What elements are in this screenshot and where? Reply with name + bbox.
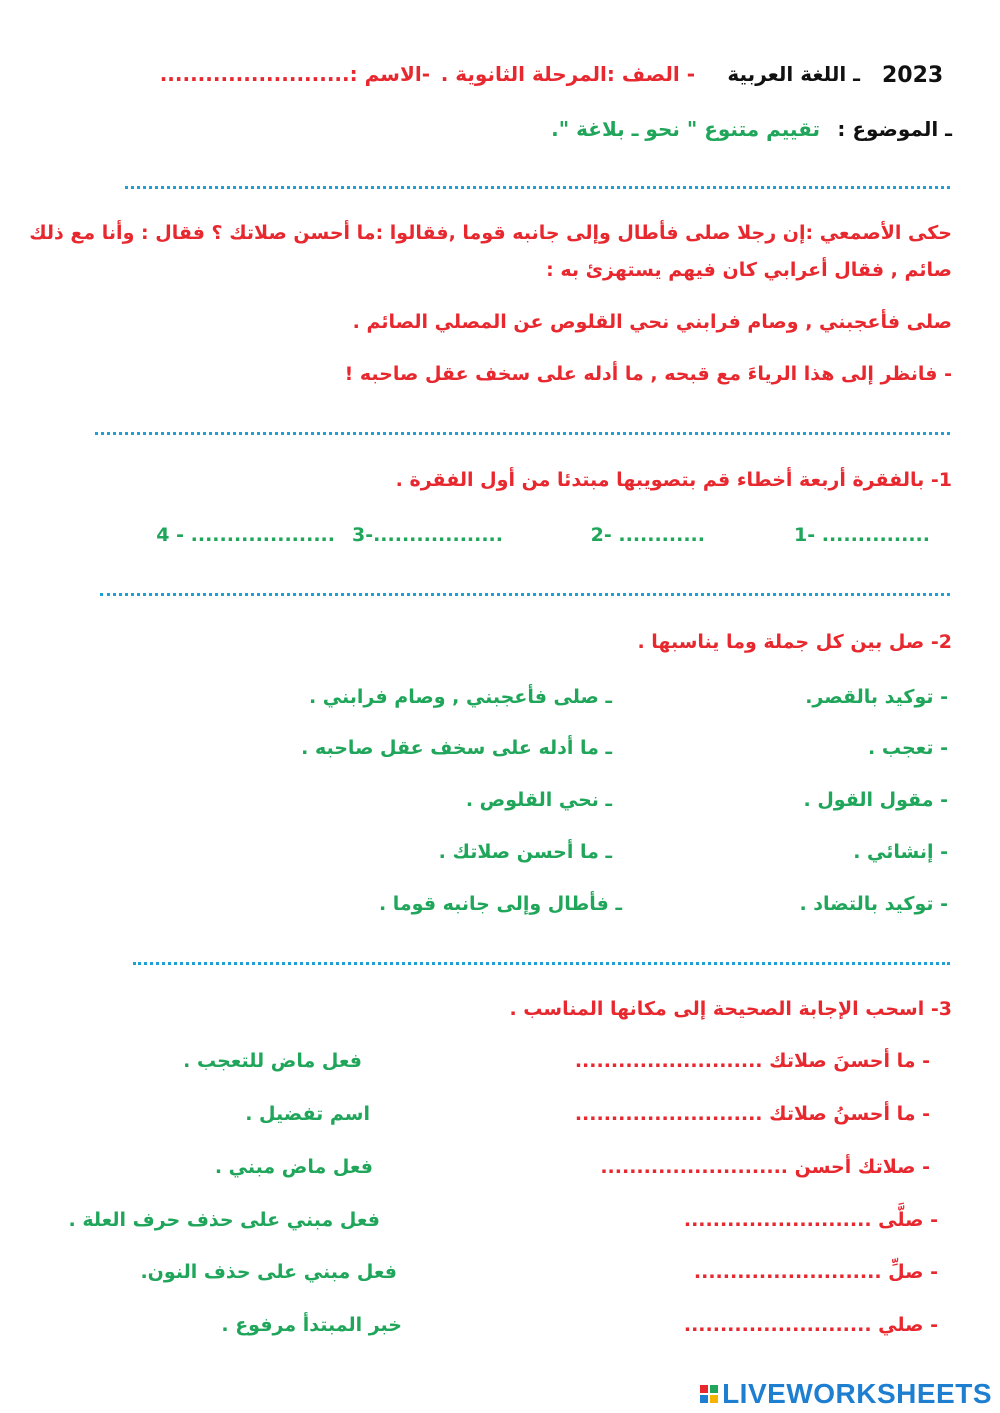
liveworksheets-watermark xyxy=(700,1378,992,1410)
divider xyxy=(125,186,950,189)
q3-prompt[interactable]: - صلي .......................... xyxy=(683,1314,938,1336)
grade-label: - الصف :المرحلة الثانوية . xyxy=(440,62,695,86)
passage-line-2: صائم , فقال أعرابي كان فيهم يستهزئ به : xyxy=(546,259,952,281)
q2-right-item[interactable]: ـ صلى فأعجبني , وصام فرابني . xyxy=(308,686,612,708)
q1-answer-4[interactable]: 4 - .................... xyxy=(156,524,335,546)
liveworksheets-logo-icon xyxy=(700,1385,718,1403)
divider xyxy=(133,962,950,965)
logo-square xyxy=(700,1385,708,1393)
q2-left-item[interactable]: - مقول القول . xyxy=(803,789,948,811)
q3-prompt[interactable]: - ما أحسنَ صلاتك .......................... xyxy=(574,1050,930,1072)
topic-value: تقييم متنوع " نحو ـ بلاغة ". xyxy=(551,117,820,141)
q2-right-item[interactable]: ـ ما أحسن صلاتك . xyxy=(438,841,612,863)
q3-option[interactable]: خبر المبتدأ مرفوع . xyxy=(221,1314,402,1336)
watermark-text: LIVEWORKSHEETS xyxy=(722,1378,992,1409)
logo-square xyxy=(710,1395,718,1403)
q1-answer-1[interactable]: 1- ............... xyxy=(794,524,930,546)
divider xyxy=(100,593,950,596)
question-1-title: 1- بالفقرة أربعة أخطاء قم بتصويبها مبتدئا من أول الفقرة . xyxy=(395,469,952,491)
q3-prompt[interactable]: - صلاتك أحسن .......................... xyxy=(600,1156,930,1178)
q3-option[interactable]: فعل مبني على حذف النون. xyxy=(140,1261,397,1283)
topic-label: ـ الموضوع : xyxy=(837,117,952,141)
q2-right-item[interactable]: ـ نحي القلوص . xyxy=(465,789,612,811)
q2-left-item[interactable]: - توكيد بالتضاد . xyxy=(799,893,948,915)
q3-prompt[interactable]: - صلِّ .......................... xyxy=(693,1261,938,1283)
q2-right-item[interactable]: ـ ما أدله على سخف عقل صاحبه . xyxy=(301,737,612,759)
q2-right-item[interactable]: ـ فأطال وإلى جانبه قوما . xyxy=(378,893,622,915)
q1-answer-3[interactable]: 3-.................. xyxy=(351,524,503,546)
q2-left-item[interactable]: - تعجب . xyxy=(868,737,948,759)
logo-square xyxy=(700,1395,708,1403)
year: 2023 xyxy=(882,63,944,88)
question-3-title: 3- اسحب الإجابة الصحيحة إلى مكانها المناسب . xyxy=(509,998,952,1020)
subject: ـ اللغة العربية xyxy=(727,62,860,86)
q2-left-item[interactable]: - إنشائي . xyxy=(853,841,948,863)
q3-prompt[interactable]: - ما أحسنُ صلاتك .......................... xyxy=(574,1103,930,1125)
q2-left-item[interactable]: - توكيد بالقصر. xyxy=(805,686,948,708)
q3-option[interactable]: فعل ماض مبني . xyxy=(214,1156,373,1178)
q1-answer-2[interactable]: 2- ............ xyxy=(590,524,705,546)
q3-option[interactable]: فعل مبني على حذف حرف العلة . xyxy=(68,1209,380,1231)
passage-comment: - فانظر إلى هذا الرياءَ مع قبحه , ما أدله على سخف عقل صاحبه ! xyxy=(344,363,952,385)
q3-prompt[interactable]: - صلَّى .......................... xyxy=(683,1209,938,1231)
passage-verse: صلى فأعجبني , وصام فرابني نحي القلوص عن المصلي الصائم . xyxy=(352,311,952,333)
logo-square xyxy=(710,1385,718,1393)
question-2-title: 2- صل بين كل جملة وما يناسبها . xyxy=(637,631,952,653)
divider xyxy=(95,432,950,435)
q3-option[interactable]: فعل ماض للتعجب . xyxy=(183,1050,362,1072)
passage-line-1: حكى الأصمعي :إن رجلا صلى فأطال وإلى جانبه قوما ,فقالوا :ما أحسن صلاتك ؟ فقال : وأنا مع ذلك xyxy=(29,222,952,244)
q3-option[interactable]: اسم تفضيل . xyxy=(245,1103,370,1125)
student-name-field[interactable]: -الاسم :......................... xyxy=(159,62,430,86)
